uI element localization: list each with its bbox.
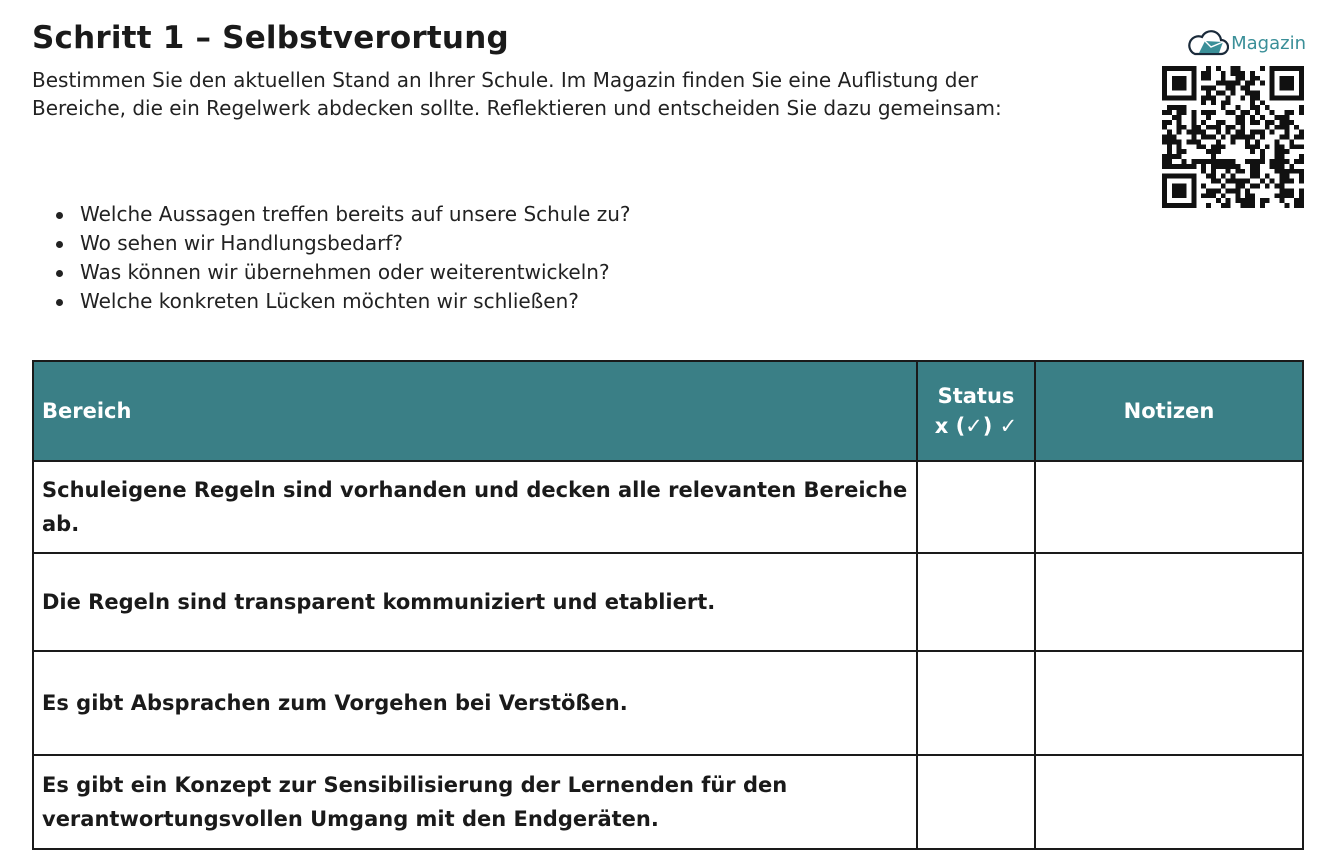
table-row — [33, 755, 1303, 849]
magazin-label: Magazin — [1231, 32, 1306, 54]
notizen-cell[interactable] — [1035, 461, 1303, 553]
header-status-title: Status — [937, 384, 1015, 408]
status-cell[interactable] — [917, 755, 1035, 849]
notizen-cell[interactable] — [1035, 651, 1303, 755]
list-item: Wo sehen wir Handlungsbedarf? — [44, 229, 631, 258]
page-title: Schritt 1 – Selbstverortung — [32, 20, 509, 56]
table-header-row — [33, 361, 1303, 461]
list-item: Welche konkreten Lücken möchten wir schließen? — [44, 287, 631, 316]
question-list — [44, 200, 631, 316]
magazin-link[interactable] — [1160, 26, 1306, 208]
bereich-cell: Schuleigene Regeln sind vorhanden und decken alle relevanten Bereiche ab. — [33, 461, 917, 553]
bereich-cell: Die Regeln sind transparent kommuniziert und etabliert. — [33, 553, 917, 651]
notizen-cell[interactable] — [1035, 553, 1303, 651]
header-status — [917, 361, 1035, 461]
cloud-icon — [1185, 28, 1229, 58]
table-row — [33, 461, 1303, 553]
header-bereich: Bereich — [33, 361, 917, 461]
bereich-cell: Es gibt Absprachen zum Vorgehen bei Verstößen. — [33, 651, 917, 755]
list-item: Was können wir übernehmen oder weiterentwickeln? — [44, 258, 631, 287]
intro-text: Bestimmen Sie den aktuellen Stand an Ihrer Schule. Im Magazin finden Sie eine Auflistung der Bereiche, die ein Regelwerk abdecken sollte. Reflektieren und entscheiden Sie dazu gemeinsam: — [32, 68, 1002, 120]
list-item: Welche Aussagen treffen bereits auf unsere Schule zu? — [44, 200, 631, 229]
table-row — [33, 553, 1303, 651]
status-cell[interactable] — [917, 651, 1035, 755]
header-notizen: Notizen — [1035, 361, 1303, 461]
bereich-cell: Es gibt ein Konzept zur Sensibilisierung der Lernenden für den verantwortungsvollen Umgang mit den Endgeräten. — [33, 755, 917, 849]
notizen-cell[interactable] — [1035, 755, 1303, 849]
table-row — [33, 651, 1303, 755]
qr-code-icon[interactable] — [1162, 66, 1304, 208]
status-cell[interactable] — [917, 461, 1035, 553]
header-status-scale: x (✓) ✓ — [934, 414, 1018, 438]
self-assessment-table — [32, 360, 1304, 850]
status-cell[interactable] — [917, 553, 1035, 651]
magazin-header — [1160, 26, 1306, 60]
